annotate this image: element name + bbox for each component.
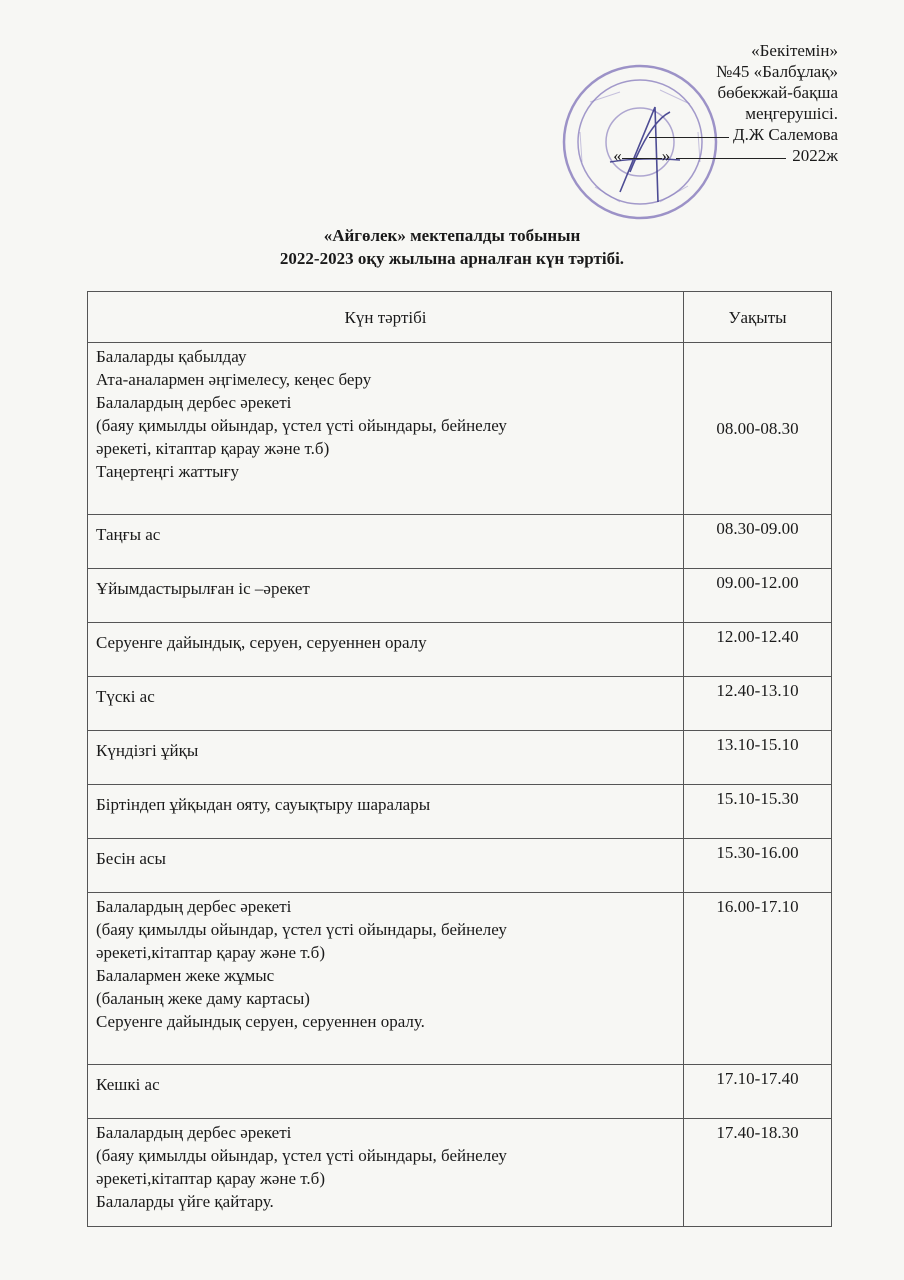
time-cell: 17.40-18.30 — [684, 1119, 832, 1227]
table-row — [88, 893, 832, 1065]
activity-cell — [88, 785, 684, 839]
approval-line: бөбекжай-бақша — [717, 83, 838, 102]
activity-cell — [88, 731, 684, 785]
time-cell: 08.00-08.30 — [684, 343, 832, 515]
time-cell: 15.10-15.30 — [684, 785, 832, 839]
table-row — [88, 839, 832, 893]
activity-line: Балалардың дербес әрекеті — [96, 897, 292, 916]
time-cell: 09.00-12.00 — [684, 569, 832, 623]
activity-line: Кешкі ас — [96, 1075, 160, 1094]
activity-line: әрекеті,кітаптар қарау және т.б) — [96, 1169, 325, 1188]
time-cell: 17.10-17.40 — [684, 1065, 832, 1119]
header-activity: Күн тәртібі — [88, 292, 684, 343]
activity-line: Таңғы ас — [96, 525, 161, 544]
table-row — [88, 1065, 832, 1119]
document-title — [0, 224, 904, 270]
activity-line: Бесін асы — [96, 849, 166, 868]
activity-cell — [88, 893, 684, 1065]
activity-line: әрекеті,кітаптар қарау және т.б) — [96, 943, 325, 962]
activity-line: Таңертеңгі жаттығу — [96, 462, 240, 481]
approval-line: меңгерушісі. — [745, 104, 838, 123]
table-row — [88, 569, 832, 623]
activity-line: Күндізгі ұйқы — [96, 741, 199, 760]
time-cell: 08.30-09.00 — [684, 515, 832, 569]
title-line-2: 2022-2023 оқу жылына арналған күн тәртібі. — [279, 249, 625, 268]
activity-cell — [88, 569, 684, 623]
signature-line — [613, 124, 838, 145]
activity-cell — [88, 1065, 684, 1119]
table-row — [88, 677, 832, 731]
approval-line: №45 «Балбұлақ» — [716, 62, 838, 81]
signature-name: Д.Ж Салемова — [733, 125, 838, 144]
approval-block — [613, 40, 838, 166]
activity-line: (баяу қимылды ойындар, үстел үсті ойындары, бейнелеу — [96, 416, 507, 435]
activity-line: Балаларды үйге қайтару. — [96, 1192, 274, 1211]
activity-line: Ата-аналармен әңгімелесу, кеңес беру — [96, 370, 372, 389]
activity-line: (баяу қимылды ойындар, үстел үсті ойындары, бейнелеу — [96, 1146, 507, 1165]
table-row — [88, 623, 832, 677]
activity-line: Балалардың дербес әрекеті — [96, 1123, 292, 1142]
time-cell: 12.00-12.40 — [684, 623, 832, 677]
activity-line: Біртіндеп ұйқыдан ояту, сауықтыру шаралары — [96, 795, 431, 814]
date-year: 2022ж — [792, 146, 838, 165]
activity-line: Серуенге дайындық, серуен, серуеннен оралу — [96, 633, 427, 652]
time-cell: 12.40-13.10 — [684, 677, 832, 731]
activity-cell — [88, 677, 684, 731]
date-line: « » 2022ж — [613, 146, 838, 165]
time-cell: 13.10-15.10 — [684, 731, 832, 785]
header-time: Уақыты — [684, 292, 832, 343]
activity-line: әрекеті, кітаптар қарау және т.б) — [96, 439, 330, 458]
table-row — [88, 731, 832, 785]
schedule-table — [87, 291, 832, 1227]
activity-cell — [88, 623, 684, 677]
approval-line: «Бекітемін» — [751, 41, 838, 60]
activity-line: Ұйымдастырылған іс –әрекет — [96, 579, 310, 598]
table-row — [88, 1119, 832, 1227]
table-header-row — [88, 292, 832, 343]
activity-line: Балалардың дербес әрекеті — [96, 393, 292, 412]
activity-line: Түскі ас — [96, 687, 155, 706]
activity-cell — [88, 515, 684, 569]
activity-line: (баяу қимылды ойындар, үстел үсті ойындары, бейнелеу — [96, 920, 507, 939]
table-row — [88, 785, 832, 839]
time-cell: 15.30-16.00 — [684, 839, 832, 893]
activity-line: Балалармен жеке жұмыс — [96, 966, 275, 985]
activity-line: (баланың жеке даму картасы) — [96, 989, 310, 1008]
time-cell: 16.00-17.10 — [684, 893, 832, 1065]
activity-cell — [88, 343, 684, 515]
activity-cell — [88, 839, 684, 893]
title-line-1: «Айгөлек» мектепалды тобынын — [323, 226, 581, 245]
table-body — [88, 343, 832, 1227]
table-row — [88, 515, 832, 569]
table-row — [88, 343, 832, 515]
activity-line: Серуенге дайындық серуен, серуеннен оралу. — [96, 1012, 425, 1031]
activity-cell — [88, 1119, 684, 1227]
activity-line: Балаларды қабылдау — [96, 347, 247, 366]
